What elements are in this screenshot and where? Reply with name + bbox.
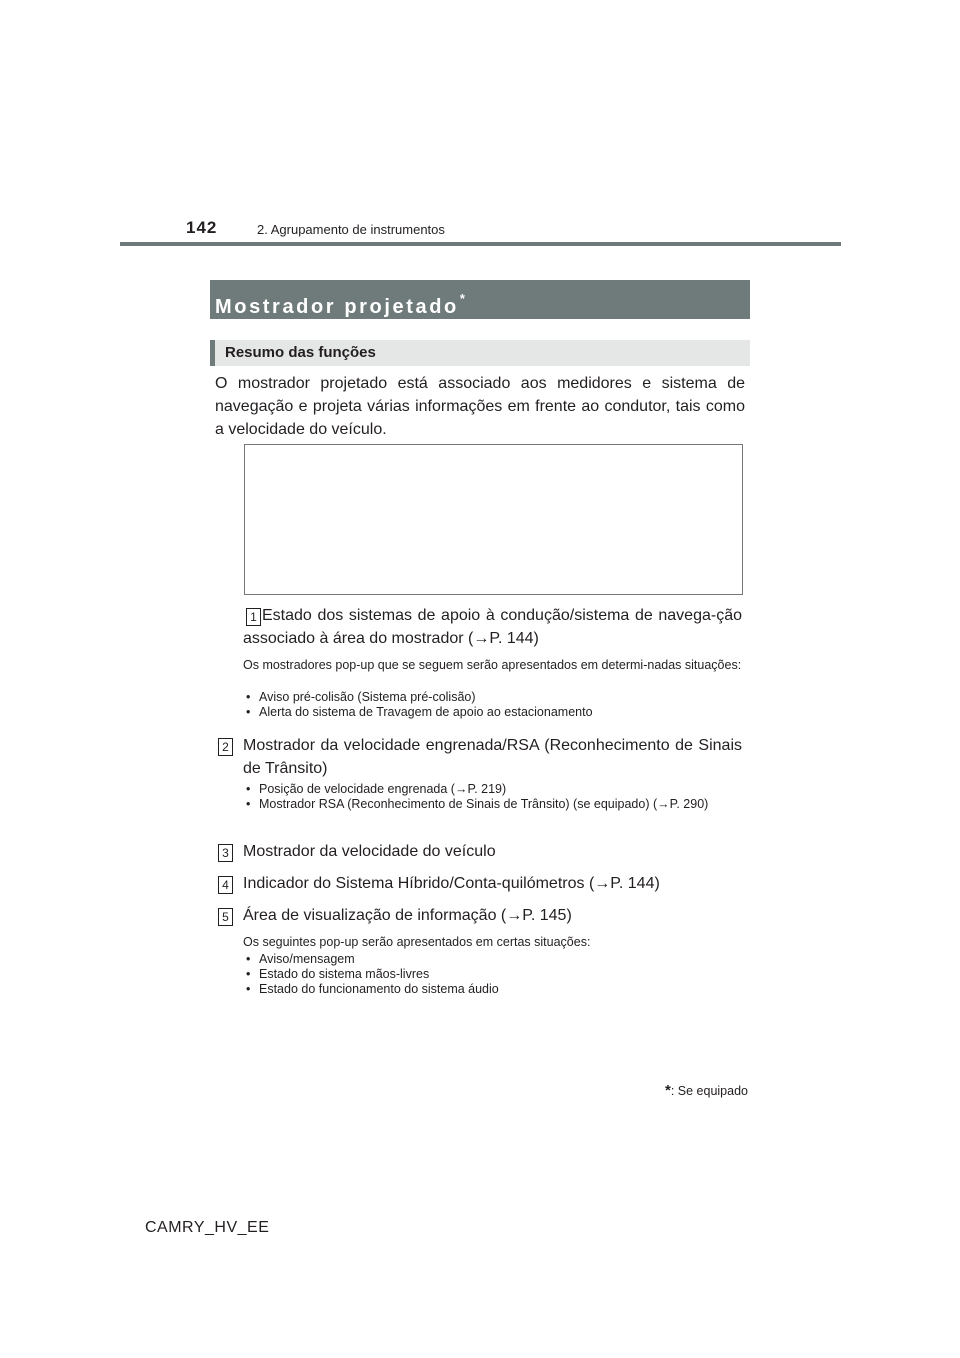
page-number: 142 <box>186 218 218 237</box>
item-number-2: 2 <box>218 738 233 756</box>
section-title: 2. Agrupamento de instrumentos <box>257 222 445 237</box>
page-title-text: Mostrador projetado <box>215 296 459 318</box>
page-title <box>215 291 465 319</box>
item-number-5: 5 <box>218 908 233 926</box>
intro-paragraph: O mostrador projetado está associado aos medidores e sistema de navegação e projeta várias informações em frente ao condutor, tais como a velocidade do veículo. <box>215 375 745 438</box>
header-rule <box>120 242 841 246</box>
list-item: • Aviso pré-colisão (Sistema pré-colisão) <box>243 690 742 705</box>
item-number-1: 1 <box>246 608 261 626</box>
title-bar <box>210 280 750 319</box>
subheading-accent <box>210 340 215 366</box>
list-item: • Mostrador RSA (Reconhecimento de Sinais de Trânsito) (se equipado) (→P. 290) <box>243 797 742 812</box>
list-item: • Aviso/mensagem <box>243 952 742 967</box>
document-code: CAMRY_HV_EE <box>145 1219 270 1236</box>
subheading: Resumo das funções <box>225 344 376 361</box>
item-number-4: 4 <box>218 876 233 894</box>
item-1-text: Estado dos sistemas de apoio à condução/sistema de navega-ção associado à área do mostrador (→P. 144) <box>243 607 742 647</box>
footnote <box>665 1082 748 1099</box>
optional-mark: * <box>459 291 465 306</box>
list-item: • Posição de velocidade engrenada (→P. 219) <box>243 782 742 797</box>
item-3-text: Mostrador da velocidade do veículo <box>243 843 496 860</box>
asterisk-icon: * <box>665 1082 671 1099</box>
item-5-note: Os seguintes pop-up serão apresentados em certas situações: <box>243 935 591 949</box>
item-2-text: Mostrador da velocidade engrenada/RSA (Reconhecimento de Sinais de Trânsito) <box>243 737 742 777</box>
list-item: • Estado do funcionamento do sistema áudio <box>243 982 742 997</box>
item-5-text: Área de visualização de informação (→P. 145) <box>243 907 572 924</box>
item-1-note: Os mostradores pop-up que se seguem serão apresentados em determi-nadas situações: <box>243 658 742 672</box>
display-illustration <box>244 444 743 595</box>
footnote-text: : Se equipado <box>670 1084 748 1098</box>
item-5-bullets <box>243 952 742 997</box>
item-number-3: 3 <box>218 844 233 862</box>
item-1-bullets <box>243 690 742 720</box>
list-item: • Estado do sistema mãos-livres <box>243 967 742 982</box>
item-2-bullets <box>243 782 742 812</box>
list-item: • Alerta do sistema de Travagem de apoio ao estacionamento <box>243 705 742 720</box>
item-4-text: Indicador do Sistema Híbrido/Conta-quilómetros (→P. 144) <box>243 875 660 892</box>
subheading-bar <box>210 340 750 366</box>
